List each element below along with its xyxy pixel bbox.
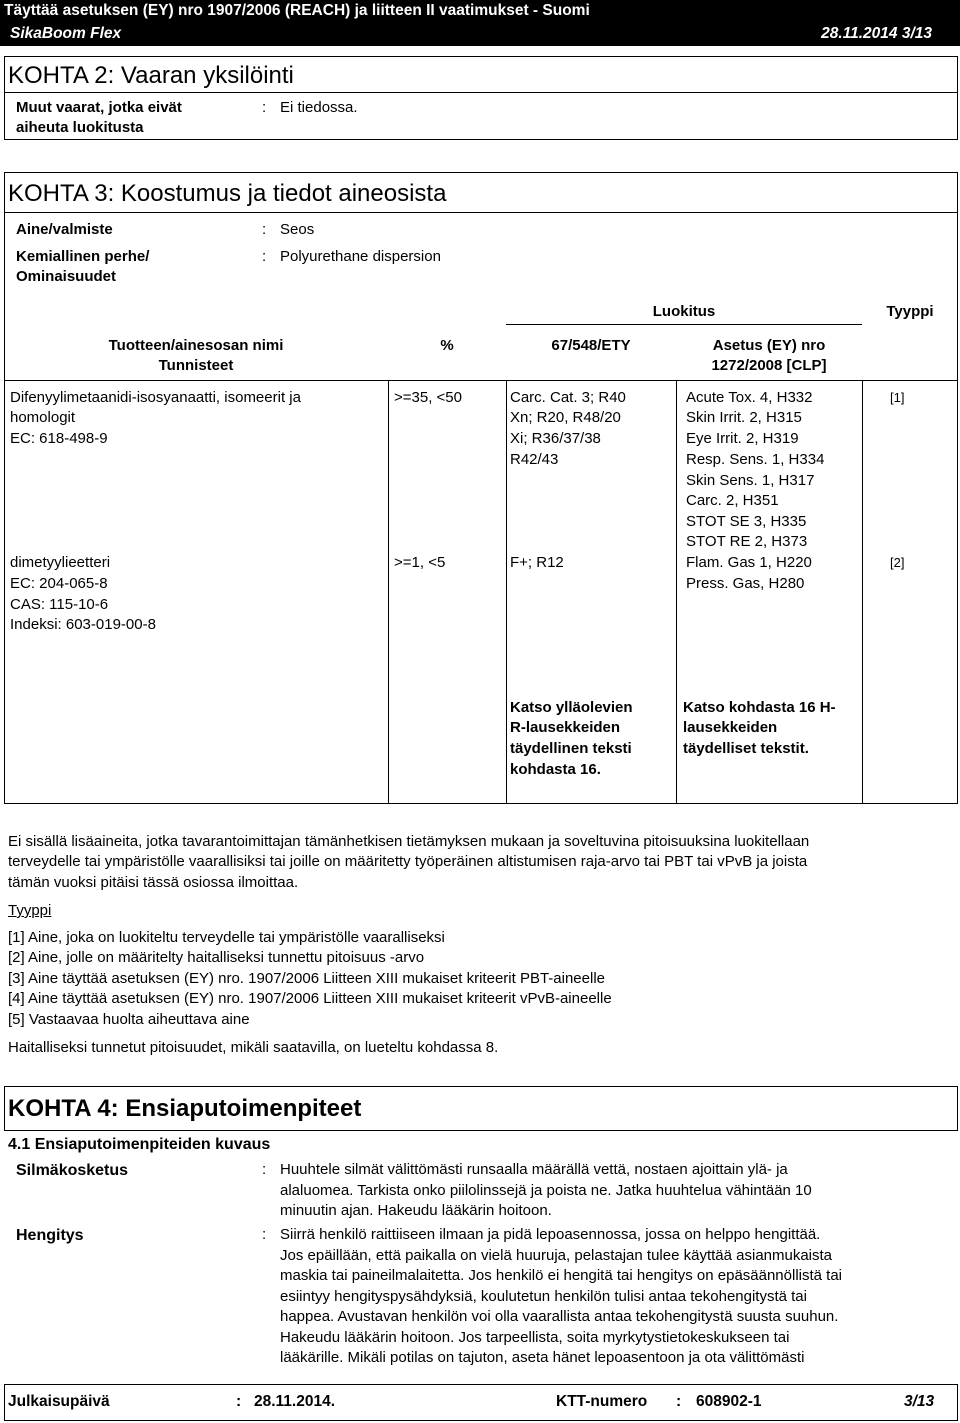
chem-family-label-line1: Kemiallinen perhe/: [16, 248, 150, 265]
header-clp-line2: 1272/2008 [CLP]: [711, 357, 827, 374]
header-name: Tuotteen/ainesosan nimi: [108, 337, 284, 354]
inhalation-line: happea. Avustavan henkilön voi olla vaarallista antaa tekohengitystä suusta suuhun.: [280, 1308, 839, 1325]
component1-ec: EC: 618-498-9: [10, 430, 108, 447]
ktt-number-colon: :: [676, 1393, 682, 1410]
section2-colon: :: [262, 99, 267, 116]
clp-line: Resp. Sens. 1, H334: [686, 451, 825, 468]
inhalation-line: Hakeudu lääkärin hoitoon. Jos tarpeellista, soita myrkytystietokeskukseen tai: [280, 1329, 790, 1346]
section2-title: KOHTA 2: Vaaran yksilöinti: [8, 62, 294, 89]
dsd-line: Xn; R20, R48/20: [510, 409, 621, 426]
clp-line: Skin Sens. 1, H317: [686, 472, 815, 489]
component2-ec: EC: 204-065-8: [10, 575, 108, 592]
component2-index: Indeksi: 603-019-00-8: [10, 616, 156, 633]
eye-contact-line: alaluomea. Tarkista onko piilolinssejä ja poista ne. Jatka huuhtelua vähintään 10: [280, 1182, 812, 1199]
clp-footnote-line: täydelliset tekstit.: [683, 740, 809, 757]
type-list-item: [3] Aine täyttää asetuksen (EY) nro. 1907/2006 Liitteen XIII mukaiset kriteerit PBT-aineelle: [8, 970, 605, 987]
notice-line: Ei sisällä lisäaineita, jotka tavarantoimittajan tämänhetkisen tietämyksen mukaan ja soveltuvina pitoisuuksina luokitellaan: [8, 833, 810, 850]
clp-line: Flam. Gas 1, H220: [686, 554, 812, 571]
dsd-line: Carc. Cat. 3; R40: [510, 389, 626, 406]
type-list-item: [2] Aine, jolle on määritelty haitalliseksi tunnettu pitoisuus -arvo: [8, 949, 425, 966]
component1-percent: >=35, <50: [394, 389, 462, 406]
dsd-line: Xi; R36/37/38: [510, 430, 601, 447]
section2-value: Ei tiedossa.: [280, 99, 358, 116]
header-classification: Luokitus: [652, 303, 716, 320]
eye-contact-colon: :: [262, 1161, 267, 1178]
inhalation-colon: :: [262, 1226, 267, 1243]
header-type: Tyyppi: [886, 303, 934, 320]
section2-label-line2: aiheuta luokitusta: [16, 119, 144, 136]
component1-name-line2: homologit: [10, 409, 76, 426]
publication-date-colon: :: [236, 1393, 242, 1410]
header-dsd: 67/548/ETY: [551, 337, 631, 354]
clp-line: Carc. 2, H351: [686, 492, 779, 509]
component2-cas: CAS: 115-10-6: [10, 596, 109, 613]
dsd-line: R42/43: [510, 451, 559, 468]
inhalation-line: Siirrä henkilö raittiiseen ilmaan ja pidä lepoasennossa, jossa on helppo hengittää.: [280, 1226, 821, 1243]
notice-line: terveydelle tai ympäristölle vaarallisiksi tai joille on määritetty työperäinen altistumisen raja-arvo tai PBT tai vPvB ja joista: [8, 853, 808, 870]
type-list-item: [5] Vastaavaa huolta aiheuttava aine: [8, 1011, 250, 1028]
header-banner: [0, 0, 960, 46]
chem-family-colon: :: [262, 248, 267, 265]
inhalation-line: Jos epäillään, että paikalla on vielä huuruja, pelastajan tulee käyttää asianmukaista: [280, 1247, 833, 1264]
dsd-footnote-line: R-lausekkeiden: [510, 719, 621, 736]
component2-name: dimetyylieetteri: [10, 554, 111, 571]
dsd-footnote-line: Katso ylläolevien: [510, 699, 633, 716]
clp-line: Press. Gas, H280: [686, 575, 805, 592]
clp-line: Eye Irrit. 2, H319: [686, 430, 799, 447]
dsd-footnote-line: kohdasta 16.: [510, 761, 601, 778]
chem-family-value: Polyurethane dispersion: [280, 248, 441, 265]
section2-label-line1: Muut vaarat, jotka eivät: [16, 99, 182, 116]
clp-line: Acute Tox. 4, H332: [686, 389, 813, 406]
type-list-item: [1] Aine, joka on luokiteltu terveydelle tai ympäristölle vaaralliseksi: [8, 929, 445, 946]
chem-family-label-line2: Ominaisuudet: [16, 268, 117, 285]
component2-type: [2]: [890, 555, 905, 570]
date-page: 28.11.2014 3/13: [821, 25, 932, 42]
dsd-footnote-line: täydellinen teksti: [510, 740, 632, 757]
publication-date-label: Julkaisupäivä: [8, 1393, 110, 1410]
substance-colon: :: [262, 221, 267, 238]
product-name: SikaBoom Flex: [10, 25, 122, 42]
footer-page-number: 3/13: [904, 1393, 935, 1410]
component1-name-line1: Difenyylimetaanidi-isosyanaatti, isomeerit ja: [10, 389, 301, 406]
inhalation-line: lääkärille. Mikäli potilas on tajuton, aseta hänet lepoasentoon ja ota välittömästi: [280, 1349, 805, 1366]
header-percent: %: [440, 337, 454, 354]
clp-line: Skin Irrit. 2, H315: [686, 409, 802, 426]
eye-contact-line: minuutin ajan. Hakeudu lääkärin hoitoon.: [280, 1202, 552, 1219]
clp-footnote-line: Katso kohdasta 16 H-: [683, 699, 836, 716]
header-identifiers: Tunnisteet: [158, 357, 234, 374]
regulation-title: Täyttää asetuksen (EY) nro 1907/2006 (REACH) ja liitteen II vaatimukset - Suomi: [4, 2, 590, 19]
type-list-item: [4] Aine täyttää asetuksen (EY) nro. 1907/2006 Liitteen XIII mukaiset kriteerit vPvB-aineelle: [8, 990, 612, 1007]
dsd-line: F+; R12: [510, 554, 564, 571]
publication-date-value: 28.11.2014.: [254, 1393, 336, 1410]
inhalation-line: maskia tai paineilmalaitetta. Jos henkilö ei hengitä tai hengitys on epäsäännöllistä tai: [280, 1267, 843, 1284]
clp-line: STOT RE 2, H373: [686, 533, 808, 550]
limits-note: Haitalliseksi tunnetut pitoisuudet, mikäli saatavilla, on lueteltu kohdassa 8.: [8, 1039, 499, 1056]
inhalation-label: Hengitys: [16, 1227, 84, 1244]
footer-box: [4, 1384, 958, 1421]
type-heading: Tyyppi: [8, 902, 52, 919]
ktt-number-label: KTT-numero: [556, 1393, 648, 1410]
ktt-number-value: 608902-1: [696, 1393, 762, 1410]
inhalation-line: esiintyy hengityspysähdyksiä, koulutetun henkilön tulisi antaa tekohengitystä tai: [280, 1288, 807, 1305]
section4-subtitle: 4.1 Ensiaputoimenpiteiden kuvaus: [8, 1136, 271, 1153]
substance-label: Aine/valmiste: [16, 221, 113, 238]
notice-line: tämän vuoksi pitäisi tässä osiossa ilmoittaa.: [8, 874, 299, 891]
section3-title: KOHTA 3: Koostumus ja tiedot aineosista: [8, 180, 447, 207]
component1-type: [1]: [890, 390, 905, 405]
substance-value: Seos: [280, 221, 315, 238]
clp-footnote-line: lausekkeiden: [683, 719, 778, 736]
eye-contact-line: Huuhtele silmät välittömästi runsaalla määrällä vettä, nostaen ajoittain ylä- ja: [280, 1161, 788, 1178]
header-clp-line1: Asetus (EY) nro: [712, 337, 826, 354]
clp-line: STOT SE 3, H335: [686, 513, 807, 530]
eye-contact-label: Silmäkosketus: [16, 1162, 129, 1179]
component2-percent: >=1, <5: [394, 554, 446, 571]
section4-title: KOHTA 4: Ensiaputoimenpiteet: [8, 1095, 362, 1122]
